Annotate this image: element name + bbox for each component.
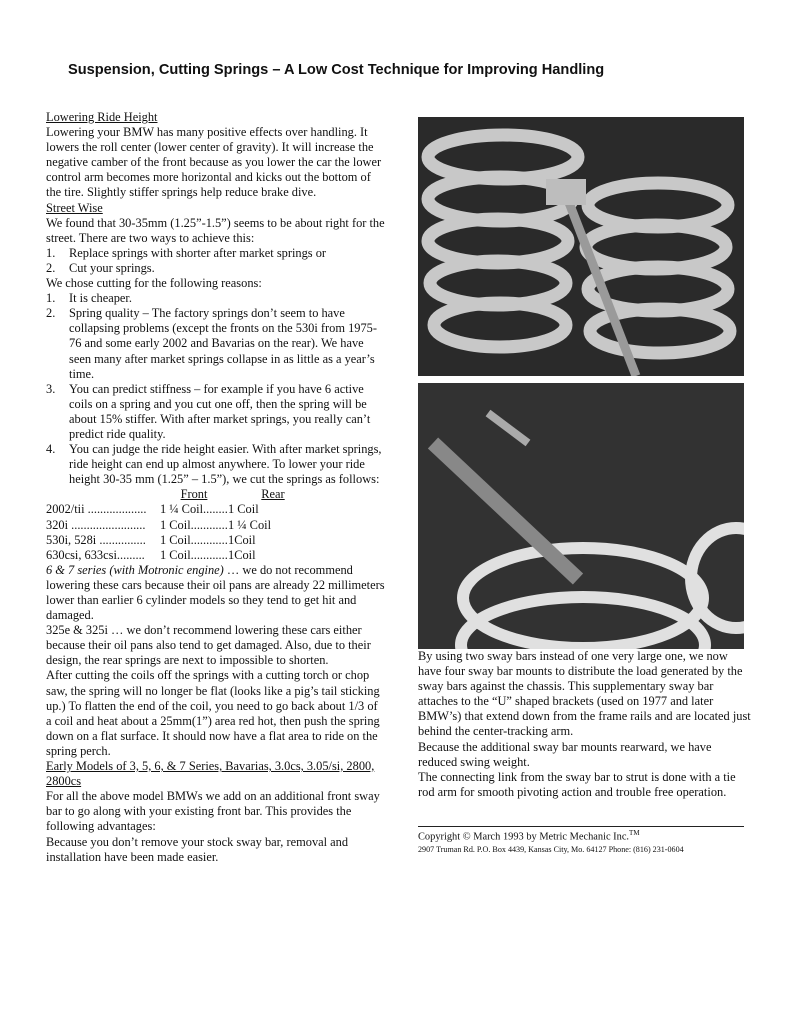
lowering-body: Lowering your BMW has many positive effects over handling. It lowers the roll center (lower center of gravity). It will increase the negative camber of the front because as you lower the car the lower control arm becomes more horizontal and kicks out the bottom of the tire. Slightly stiffer springs help reduce brake dive. (46, 125, 382, 200)
list-item: 1. It is cheaper. (46, 291, 132, 306)
table-cell: 1Coil (228, 532, 256, 547)
list-item: 2. Cut your springs. (46, 260, 155, 275)
list-item: 4. You can judge the ride height easier. With after market springs, ride height can end up almost anywhere. To lower your ride height 30-35 mm (1.25” – 1.5”), we cut the springs as follows: (46, 442, 382, 487)
table-cell: 1 Coil (228, 502, 259, 517)
street-heading: Street Wise (46, 200, 103, 215)
right-column (418, 649, 752, 800)
table-cell: 1 Coil............ (160, 517, 228, 532)
spring-flattening-photo (418, 383, 744, 649)
series67-para: 6 & 7 series (with Motronic engine) … we do not recommend lowering these cars because their oil pans are already 22 millimeters lower than earlier 6 cylinder models so they tend to get hit and damaged. (46, 562, 385, 623)
table-cell: 630csi, 633csi......... (46, 547, 145, 562)
right-para-2: Because the additional sway bar mounts rearward, we have reduced swing weight. (418, 739, 712, 769)
reasons-intro: We chose cutting for the following reasons: (46, 276, 262, 291)
col-front-header: Front (180, 487, 208, 502)
table-cell: 1 Coil............ (160, 532, 228, 547)
address-line: 2907 Truman Rd. P.O. Box 4439, Kansas City, Mo. 64127 Phone: (816) 231-0604 (418, 845, 684, 854)
col-rear-header: Rear (261, 487, 285, 502)
street-intro: We found that 30-35mm (1.25”-1.5”) seems to be about right for the street. There are two ways to achieve this: (46, 215, 385, 245)
table-cell: 1 Coil............ (160, 547, 228, 562)
table-cell: 1 ¼ Coil (228, 517, 272, 532)
lowering-heading: Lowering Ride Height (46, 110, 158, 124)
spring-table (46, 487, 386, 562)
table-cell: 2002/tii ................... (46, 502, 147, 517)
early-body2: Because you don’t remove your stock sway bar, removal and installation have been made easier. (46, 834, 349, 864)
table-cell: 1Coil (228, 547, 256, 562)
list-item: 1. Replace springs with shorter after market springs or (46, 245, 327, 260)
list-item: 3. You can predict stiffness – for example if you have 6 active coils on a spring and you cut one off, then the spring will be about 15% stiffer. With after market springs, you really can’t predict ride quality. (46, 381, 371, 441)
list-item: 2. Spring quality – The factory springs don’t seem to have collapsing problems (except the fronts on the 530i from 1975-76 and some early 2002 and Bavarias on the rear). We have seen many after market springs collapse in as little as a year’s time. (46, 306, 377, 381)
page-title: Suspension, Cutting Springs – A Low Cost Technique for Improving Handling (68, 62, 605, 78)
right-para-3: The connecting link from the sway bar to strut is done with a tie rod arm for smooth pivoting action and trouble free operation. (418, 769, 736, 799)
table-cell: 320i ........................ (46, 517, 146, 532)
copyright-line: Copyright © March 1993 by Metric Mechanic Inc.™ (418, 826, 744, 842)
spring-cutting-photo (418, 117, 744, 376)
left-column (46, 110, 386, 865)
right-para-1: By using two sway bars instead of one very large one, we now have four sway bar mounts to distribute the load generated by the sway bars against the chassis. This supplementary sway bar attaches to the “U” shaped brackets (used on 1977 and later BMW’s) that extend down from the frame rails and are located just behind the center-tracking arm. (418, 649, 751, 739)
cutting-para: After cutting the coils off the springs with a cutting torch or chop saw, the spring will no longer be flat (looks like a pig’s tail sticking up.) To flatten the end of the coil, you need to go back about 1/3 of a coil and heat about a 25mm(1”) area red hot, then push the spring down on a flat surface. It should now have a flat area to ride on the spring perch. (46, 668, 380, 758)
table-cell: 530i, 528i ............... (46, 532, 146, 547)
table-cell: 1 ¼ Coil........ (160, 502, 228, 517)
early-heading: Early Models of 3, 5, 6, & 7 Series, Bavarias, 3.0cs, 3.05/si, 2800, 2800cs (46, 759, 375, 789)
series3-para: 325e & 325i … we don’t recommend lowering these cars either because their oil pans also tend to get damaged. Also, due to their design, the rear springs are next to impossible to shorten. (46, 623, 371, 668)
early-body1: For all the above model BMWs we add on an additional front sway bar to go along with your existing front bar. This provides the following advantages: (46, 789, 380, 834)
